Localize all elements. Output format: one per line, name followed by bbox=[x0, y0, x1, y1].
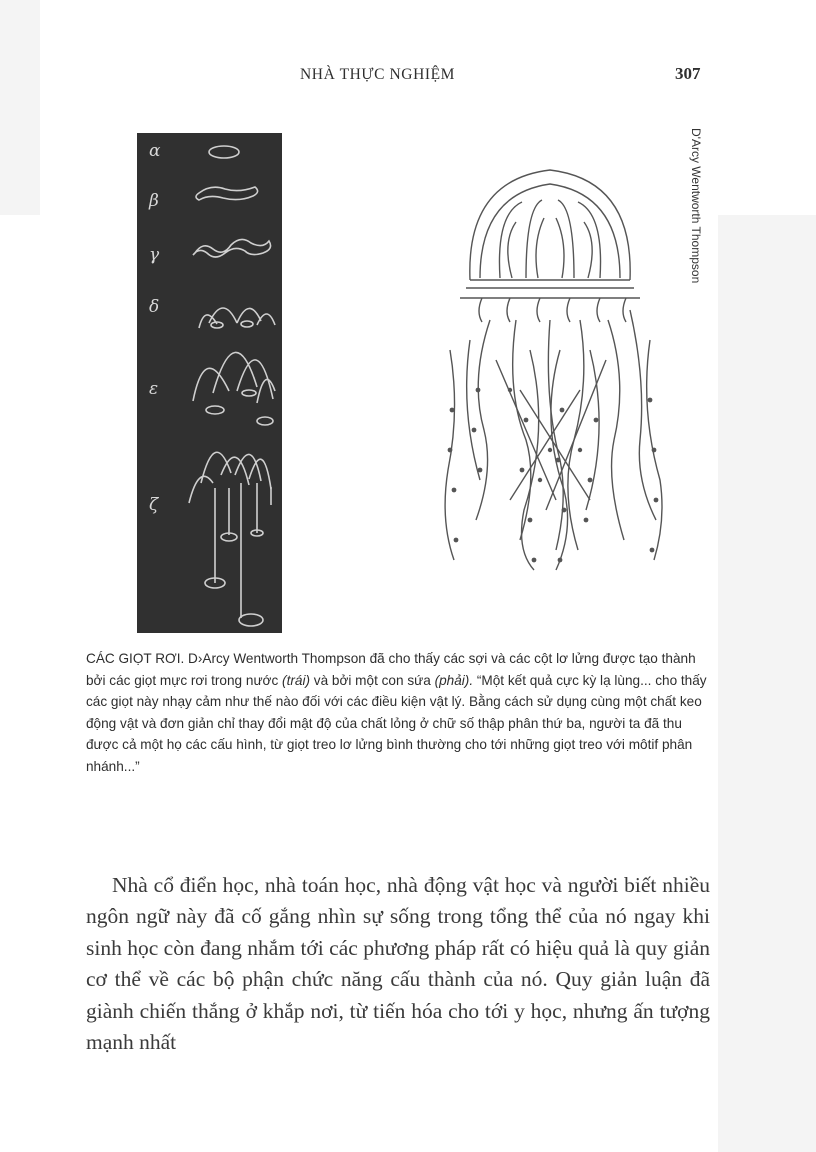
illustration-credit: D'Arcy Wentworth Thompson bbox=[689, 128, 703, 284]
falling-drops-plate bbox=[137, 133, 282, 633]
plate-label-beta: β bbox=[149, 191, 159, 211]
page-number: 307 bbox=[675, 64, 701, 83]
scan-margin-shade-left bbox=[0, 0, 40, 215]
body-text bbox=[86, 870, 710, 1058]
plate-label-delta: δ bbox=[149, 297, 160, 317]
caption-right-label: (phải). bbox=[434, 672, 474, 688]
running-head-title: NHÀ THỰC NGHIỆM bbox=[300, 66, 456, 83]
jellyfish-illustration bbox=[430, 160, 670, 590]
body-paragraph: Nhà cổ điển học, nhà toán học, nhà động vật học và người biết nhiều ngôn ngữ này đã cố gắng nhìn sự sống trong tổng thể của nó ngay khi sinh học còn đang nhắm tới các phương pháp rất có hiệu quả là quy giản cơ thể về các bộ phận chức năng cấu thành của nó. Quy giản luận đã giành chiến thắng ở khắp nơi, từ tiến hóa cho tới y học, nhưng ấn tượng mạnh nhất bbox=[86, 873, 710, 1055]
plate-label-epsilon: ε bbox=[149, 379, 159, 399]
caption-left-label: (trái) bbox=[282, 672, 310, 688]
caption-text-3: “Một kết quả cực kỳ lạ lùng... cho thấy các giọt này nhạy cảm như thế nào đối với các điều kiện vật lý. Bằng cách sử dụng cùng một chất keo động vật và đơn giản chỉ thay đổi mật độ của chất lỏng ở chữ số thập phân thứ ba, người ta đã thu được cả một họ các cấu hình, từ giọt treo lơ lửng bình thường cho tới những giọt treo với môtif phân nhánh...” bbox=[86, 672, 707, 774]
plate-label-zeta: ζ bbox=[149, 495, 159, 515]
plate-label-gamma: γ bbox=[149, 245, 160, 265]
caption-title: CÁC GIỌT RƠI. bbox=[86, 651, 185, 666]
figure-caption bbox=[86, 648, 708, 778]
caption-text-1: D›Arcy Wentworth Thompson đã cho thấy các sợi và các cột lơ lửng được tạo thành bởi các giọt mực rơi trong nước bbox=[86, 651, 696, 688]
jellyfish-drawing bbox=[430, 160, 670, 590]
caption-text-2: và bởi một con sứa bbox=[310, 672, 435, 688]
plate-label-alpha: α bbox=[149, 141, 161, 161]
scan-margin-shade-right bbox=[718, 215, 816, 1152]
